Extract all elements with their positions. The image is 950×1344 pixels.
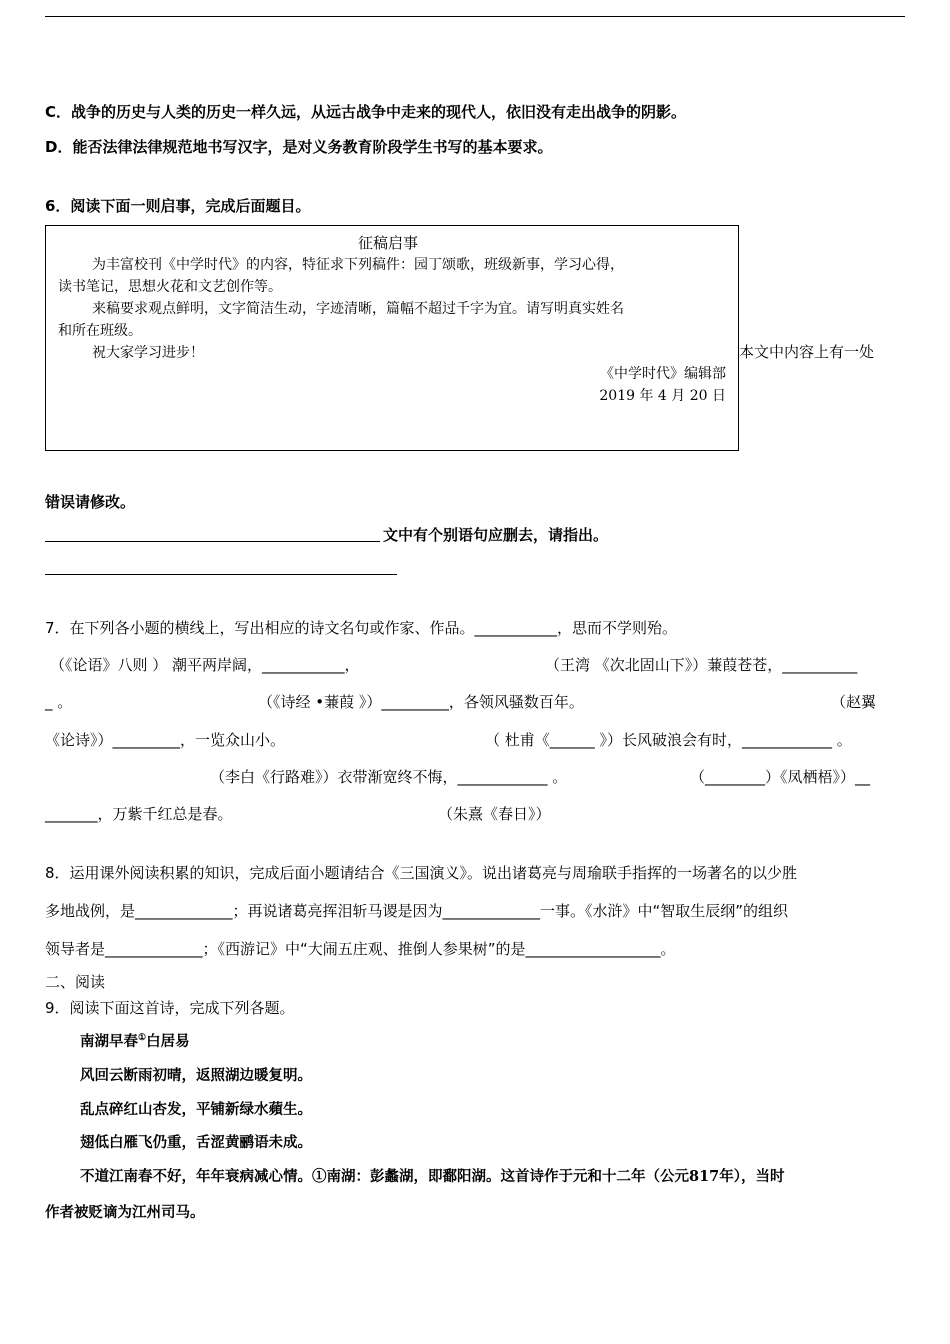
top-rule [45, 16, 905, 17]
poem-line: 风回云断雨初晴，返照湖边暖复明。 [80, 1067, 312, 1084]
notice-box [45, 225, 739, 451]
q7-row-3a: _ 。 [45, 693, 73, 711]
q7-row-2b: （王湾 《次北固山下》）蒹葭苍苍，__________ [545, 656, 858, 674]
notice-line: 祝大家学习进步！ [92, 345, 204, 361]
q7-row-4a: 《论诗》）_________，一览众山小。 [45, 731, 286, 749]
option-c: C．战争的历史与人类的历史一样久远，从远古战争中走来的现代人，依旧没有走出战争的阴影。 [45, 103, 687, 121]
side-text: 本文中内容上有一处 [739, 343, 875, 361]
poem-line-with-note: 不道江南春不好，年年衰病减心情。①南湖：彭蠡湖，即鄱阳湖。这首诗作于元和十二年（公元817年），当时 [80, 1168, 785, 1185]
notice-line: 读书笔记，思想火花和文艺创作等。 [58, 279, 282, 295]
q7-row-6b: （朱熹《春日》） [438, 805, 551, 823]
poem-line: 翅低白雁飞仍重，舌涩黄鹂语未成。 [80, 1134, 312, 1151]
q7-row-6a: _______，万紫千红总是春。 [45, 805, 233, 823]
q8-line-1: 8．运用课外阅读积累的知识，完成后面小题请结合《三国演义》。说出诸葛亮与周瑜联手指挥的一场著名的以少胜 [45, 864, 798, 882]
q7-row-2a: （《论语》八则 ） 潮平两岸阔，___________， [50, 656, 360, 674]
notice-line: 和所在班级。 [58, 323, 142, 339]
question-6-title: 6．阅读下面一则启事，完成后面题目。 [45, 197, 311, 215]
notice-date: 2019 年 4 月 20 日 [599, 388, 726, 404]
q7-row-5a: （李白《行路难》）衣带渐宽终不悔，____________ 。 [210, 768, 568, 786]
answer-line [45, 574, 397, 575]
q8-line-2: 多地战例，是_____________；再说诸葛亮挥泪斩马谡是因为_____________一事。《水浒》中“智取生辰纲”的组织 [45, 902, 789, 920]
q7-row-1: 7．在下列各小题的横线上，写出相应的诗文名句或作家、作品。___________，思而不学则殆。 [45, 619, 678, 637]
section-2-heading: 二、阅读 [45, 973, 106, 991]
notice-line: 为丰富校刊《中学时代》的内容，特征求下列稿件：园丁颂歌，班级新事，学习心得， [92, 257, 624, 273]
option-d: D．能否法律法律规范地书写汉字，是对义务教育阶段学生书写的基本要求。 [45, 138, 553, 156]
q7-row-4b: （ 杜甫《______ 》）长风破浪会有时，____________ 。 [485, 731, 852, 749]
q6-line-b: 文中有个别语句应删去，请指出。 [383, 526, 609, 544]
poem-note-cont: 作者被贬谪为江州司马。 [45, 1204, 205, 1221]
notice-heading: 征稿启事 [358, 234, 419, 252]
poem-line: 乱点碎红山杏发，平铺新绿水蘋生。 [80, 1101, 312, 1118]
q7-row-3b: （《诗经 •蒹葭 》）_________，各领风骚数百年。 [258, 693, 584, 711]
q8-line-3: 领导者是_____________；《西游记》中“大闹五庄观、推倒人参果树”的是__________________。 [45, 940, 676, 958]
q7-row-5b: （________）《凤栖梧》）__ [690, 768, 871, 786]
poem-title: 南湖早春①白居易 [80, 1033, 190, 1050]
notice-signature: 《中学时代》编辑部 [600, 366, 726, 382]
q7-row-3c: （赵翼 [831, 693, 877, 711]
question-9-title: 9．阅读下面这首诗，完成下列各题。 [45, 999, 295, 1017]
q6-line-a: 错误请修改。 [45, 493, 136, 511]
answer-line [45, 541, 380, 542]
notice-line: 来稿要求观点鲜明，文字简洁生动，字迹清晰，篇幅不超过千字为宜。请写明真实姓名 [92, 301, 624, 317]
